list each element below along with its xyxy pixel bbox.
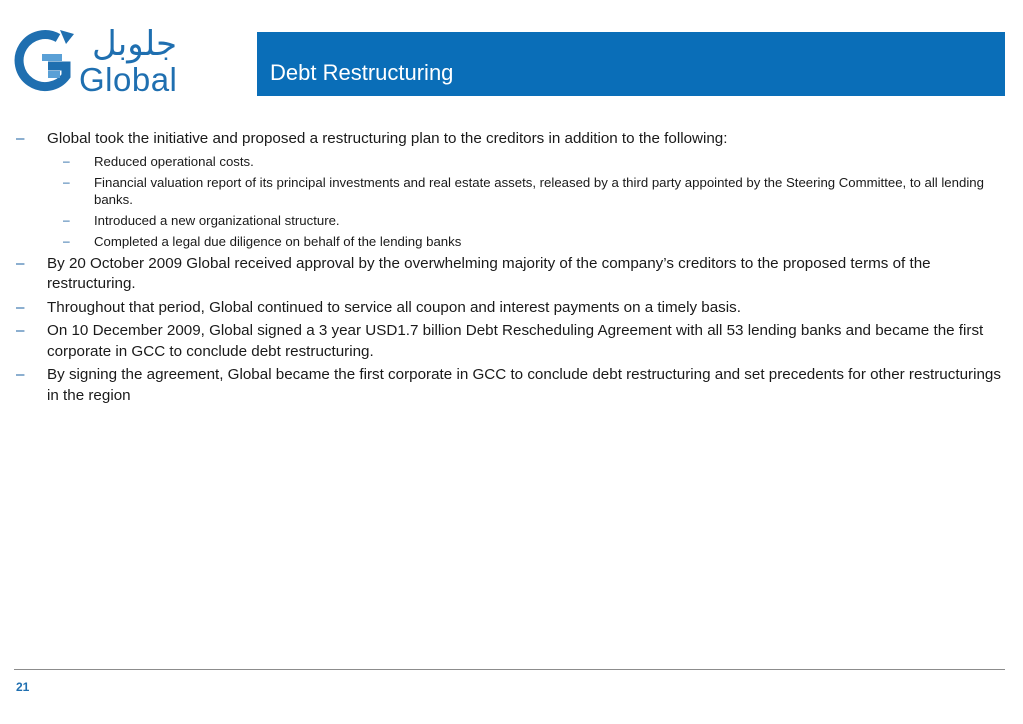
bullet-dash-icon: – xyxy=(16,322,25,339)
sub-bullet-dash-icon: – xyxy=(63,212,70,227)
slide-title: Debt Restructuring xyxy=(270,60,454,85)
sub-bullet-text: Financial valuation report of its principal investments and real estate assets, released by a third party appointed by the Steering Committee, to all lending banks. xyxy=(94,174,984,207)
title-bar xyxy=(257,32,1005,96)
bullet-text: On 10 December 2009, Global signed a 3 year USD1.7 billion Debt Rescheduling Agreement with all 53 lending banks and became the first corporate in GCC to conclude debt restructuring. xyxy=(47,322,984,360)
sub-bullet-dash-icon: – xyxy=(63,233,70,248)
bullet-item xyxy=(16,254,1006,295)
sub-bullet-item xyxy=(16,212,1006,229)
slide-content xyxy=(16,129,1006,409)
logo-wordmark: Global xyxy=(79,61,178,98)
bullet-item xyxy=(16,129,1006,150)
bullet-item xyxy=(16,298,1006,319)
bullet-text: Throughout that period, Global continued to service all coupon and interest payments on a timely basis. xyxy=(47,298,741,316)
sub-bullet-item xyxy=(16,233,1006,250)
page-number: 21 xyxy=(16,680,30,694)
sub-bullet-item xyxy=(16,174,1006,208)
bullet-dash-icon: – xyxy=(16,366,25,383)
global-g-emblem-icon xyxy=(14,26,78,102)
sub-bullet-dash-icon: – xyxy=(63,153,70,168)
sub-bullet-dash-icon: – xyxy=(63,174,70,189)
sub-bullet-item xyxy=(16,153,1006,170)
bullet-dash-icon: – xyxy=(16,298,25,316)
sub-bullet-text: Reduced operational costs. xyxy=(94,153,254,169)
sub-bullet-text: Introduced a new organizational structure. xyxy=(94,212,340,228)
bullet-item xyxy=(16,365,1006,406)
bullet-item xyxy=(16,321,1006,362)
bullet-text: Global took the initiative and proposed a restructuring plan to the creditors in addition to the following: xyxy=(47,130,728,147)
sub-bullet-list xyxy=(16,153,1006,250)
sub-bullet-text: Completed a legal due diligence on behalf of the lending banks xyxy=(94,233,462,249)
bullet-text: By 20 October 2009 Global received approval by the overwhelming majority of the company’s creditors to the proposed terms of the restructuring. xyxy=(47,254,931,292)
logo-arabic-wordmark: جلوبل xyxy=(92,24,178,64)
company-logo xyxy=(14,26,190,102)
bullet-dash-icon: – xyxy=(16,130,25,147)
bullet-dash-icon: – xyxy=(16,254,25,272)
bullet-text: By signing the agreement, Global became the first corporate in GCC to conclude debt restructuring and set precedents for other restructurings in the region xyxy=(47,366,1001,404)
footer-divider xyxy=(14,669,1005,670)
